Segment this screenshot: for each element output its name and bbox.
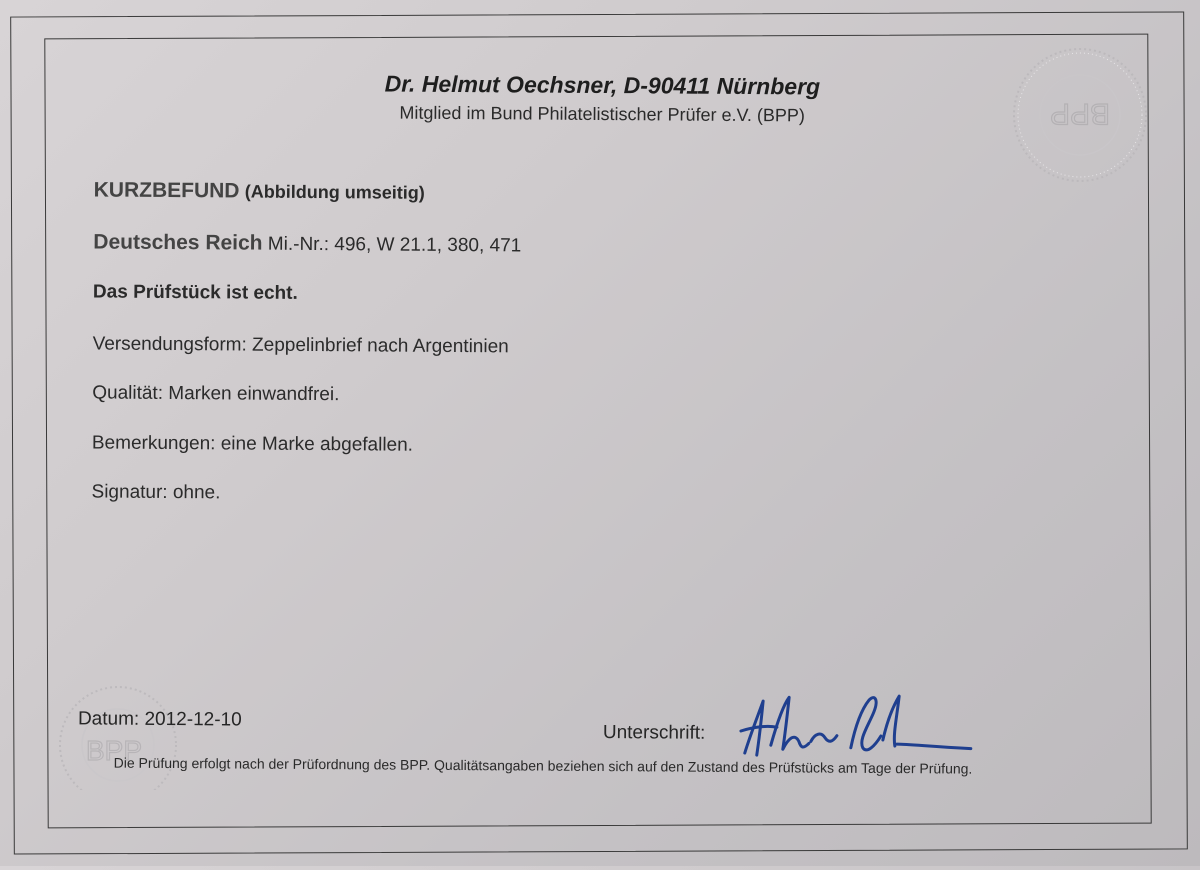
signature-note: Signatur: ohne. — [91, 481, 221, 504]
report-title-note: (Abbildung umseitig) — [244, 181, 425, 203]
date: Datum: 2012-12-10 — [77, 708, 242, 731]
examiner-name: Dr. Helmut Oechsner, D-90411 Nürnberg — [384, 70, 821, 100]
signature-label: Unterschrift: — [602, 722, 706, 744]
remarks: Bemerkungen: eine Marke abgefallen. — [91, 432, 414, 456]
report-title-row — [94, 178, 425, 204]
country: Deutsches Reich — [93, 230, 263, 255]
report-title: KURZBEFUND — [93, 178, 240, 203]
disclaimer: Die Prüfung erfolgt nach der Prüfordnung des BPP. Qualitätsangaben beziehen sich auf den Zustand des Prüfstücks am Tage der Prüfung. — [113, 754, 973, 777]
shipping-form: Versendungsform: Zeppelinbrief nach Argentinien — [92, 333, 509, 358]
verdict: Das Prüfstück ist echt. — [92, 281, 298, 304]
stamp-identification-row — [93, 230, 521, 257]
seal-top-text: BPP — [1049, 97, 1111, 130]
quality: Qualität: Marken einwandfrei. — [92, 382, 340, 406]
examiner-membership: Mitglied im Bund Philatelistischer Prüfer e.V. (BPP) — [399, 102, 806, 126]
catalog-numbers: Mi.-Nr.: 496, W 21.1, 380, 471 — [267, 233, 522, 257]
seal-bottom-text: BPP — [85, 735, 143, 766]
